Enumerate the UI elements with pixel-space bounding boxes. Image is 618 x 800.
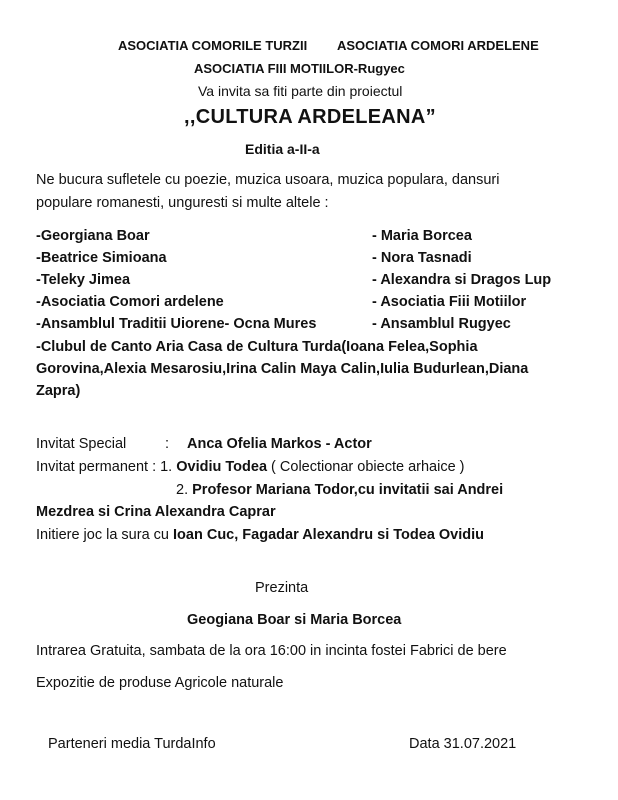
intro-line-1: Ne bucura sufletele cu poezie, muzica usoara, muzica populara, dansuri (36, 172, 500, 188)
game-prefix: Initiere joc la sura cu (36, 527, 174, 543)
participant-left: -Ansamblul Traditii Uiorene- Ocna Mures (36, 316, 317, 332)
participant-right: - Maria Borcea (372, 228, 472, 244)
club-line-1: -Clubul de Canto Aria Casa de Cultura Turda(Ioana Felea,Sophia (36, 339, 478, 355)
org-comorile-turzii: ASOCIATIA COMORILE TURZII (118, 38, 308, 53)
permanent-guest-num-2: 2. (176, 482, 189, 498)
participant-left: -Teleky Jimea (36, 272, 131, 288)
presents-label: Prezinta (255, 580, 309, 596)
event-title: ,,CULTURA ARDELEANA” (184, 106, 436, 128)
org-comori-ardelene: ASOCIATIA COMORI ARDELENE (337, 38, 539, 53)
club-line-2: Gorovina,Alexia Mesarosiu,Irina Calin Maya Calin,Iulia Budurlean,Diana (36, 361, 529, 377)
expo-info: Expozitie de produse Agricole naturale (36, 675, 284, 691)
permanent-guest-name-1: Ovidiu Todea (176, 459, 268, 475)
edition-label: Editia a-II-a (245, 141, 320, 157)
event-date: Data 31.07.2021 (409, 736, 517, 752)
participant-left: -Georgiana Boar (36, 228, 150, 244)
participant-right: - Alexandra si Dragos Lup (372, 272, 552, 288)
intro-line-2: populare romanesti, unguresti si multe altele : (36, 195, 329, 211)
special-guest-sep: : (165, 436, 170, 452)
media-partners: Parteneri media TurdaInfo (48, 736, 216, 752)
participant-left: -Asociatia Comori ardelene (36, 294, 224, 310)
participant-right: - Ansamblul Rugyec (372, 316, 511, 332)
presents-hosts: Geogiana Boar si Maria Borcea (187, 612, 402, 628)
permanent-guest-label: Invitat permanent : 1. (36, 459, 173, 475)
special-guest-name: Anca Ofelia Markos - Actor (187, 436, 372, 452)
entry-info: Intrarea Gratuita, sambata de la ora 16:00 in incinta fostei Fabrici de bere (36, 643, 507, 659)
participant-right: - Asociatia Fiii Motiilor (372, 294, 527, 310)
permanent-guest-note-1: ( Colectionar obiecte arhaice ) (267, 459, 465, 475)
org-fiii-motiilor: ASOCIATIA FIII MOTIILOR-Rugyec (194, 61, 405, 76)
permanent-guest-name-2b: Mezdrea si Crina Alexandra Caprar (36, 504, 276, 520)
special-guest-label: Invitat Special (36, 436, 127, 452)
participant-left: -Beatrice Simioana (36, 250, 167, 266)
participant-right: - Nora Tasnadi (372, 250, 472, 266)
game-names: Ioan Cuc, Fagadar Alexandru si Todea Ovidiu (173, 527, 485, 543)
club-line-3: Zapra) (36, 383, 81, 399)
permanent-guest-name-2a: Profesor Mariana Todor,cu invitatii sai Andrei (192, 482, 504, 498)
invite-line: Va invita sa fiti parte din proiectul (198, 83, 403, 99)
